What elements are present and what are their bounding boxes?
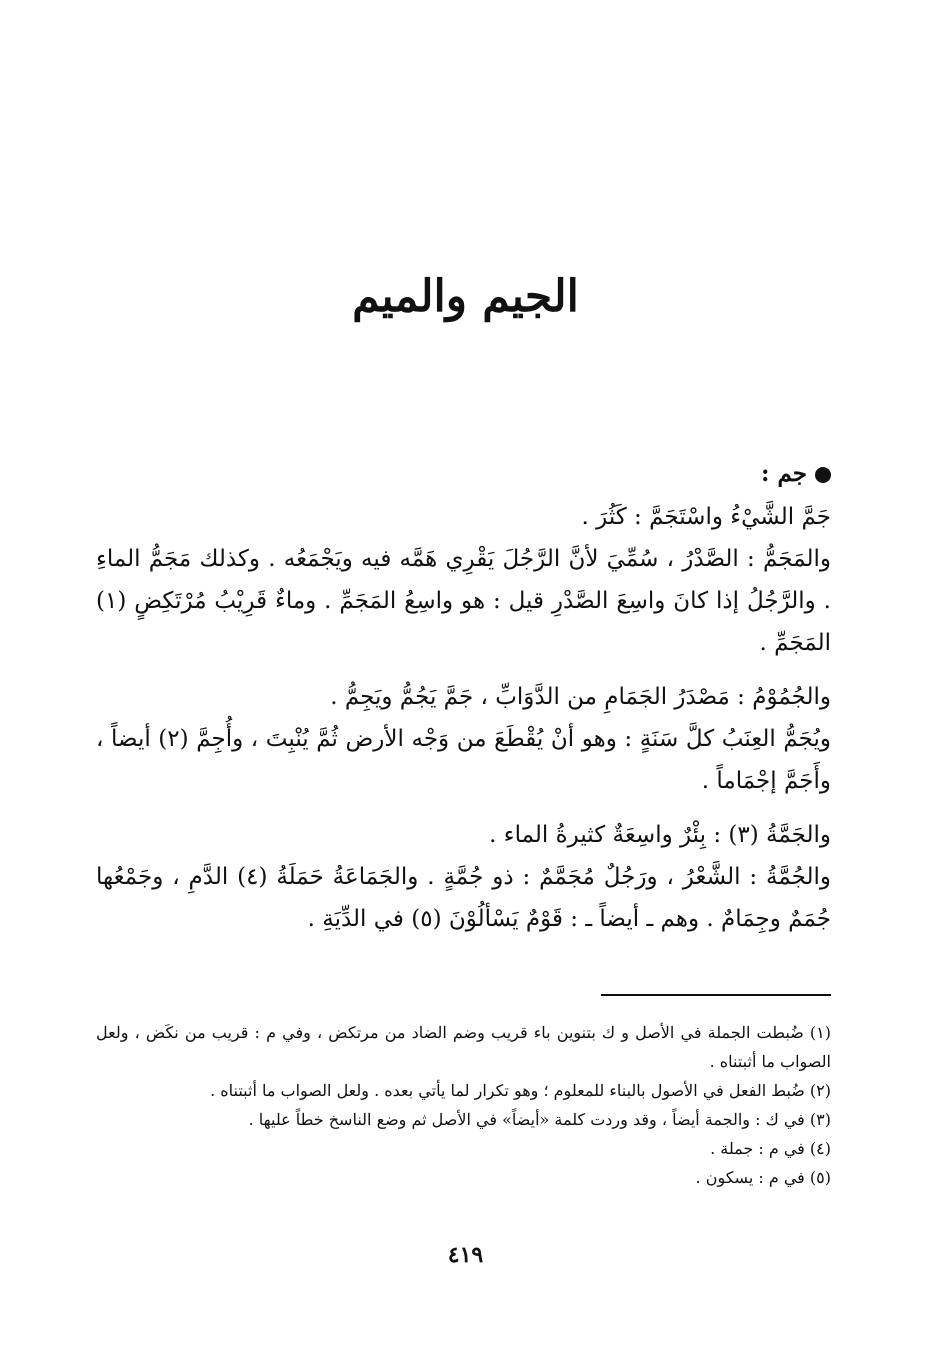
entry-paragraph: والجُمُوْمُ : مَصْدَرُ الجَمَامِ من الدَّوَابِّ ، جَمَّ يَجُمُّ ويَجِمُّ .: [330, 684, 831, 710]
footnotes: [96, 1018, 831, 1192]
footnote-1: (١) ضُبطت الجملة في الأصل و ك بتنوين باء قريب وضم الضاد من مرتكض ، وفي م : قريب من نكَض ، ولعل الصواب ما أثبتناه .: [96, 1023, 832, 1071]
entry-headword: [96, 452, 831, 496]
footnote-3: (٣) في ك : والجمة أيضاً ، وقد وردت كلمة «أيضاً» في الأصل ثم وضع الناسخ خطاً عليها .: [248, 1110, 831, 1129]
footnote-divider: [601, 994, 831, 996]
page-number: ٤١٩: [447, 1242, 484, 1268]
entry-paragraph: ويُجَمُّ العِنَبُ كلَّ سَنَةٍ : وهو أنْ يُقْطَعَ من وَجْه الأرض ثُمَّ يُنْبِتَ ، وأُجِمَّ (٢) أيضاً ، وأَجَمَّ إجْمَاماً .: [96, 726, 832, 794]
entry-paragraph: والجُمَّةُ : الشَّعْرُ ، ورَجُلٌ مُجَمَّمٌ : ذو جُمَّةٍ . والجَمَاعَةُ حَمَلَةُ (٤) الدَّمِ ، وجَمْعُها جُمَمٌ وجِمَامٌ . وهم ـ أيضاً ـ : قَوْمٌ يَسْألُوْنَ (٥) في الدِّيَةِ .: [96, 864, 831, 932]
entry-paragraph: جَمَّ الشَّيْءُ واسْتَجَمَّ : كَثُرَ .: [581, 504, 831, 530]
entry-paragraph: والمَجَمُّ : الصَّدْرُ ، سُمِّيَ لأنَّ الرَّجُلَ يَقْرِي هَمَّه فيه ويَجْمَعُه . وكذلك مَجَمُّ الماءِ . والرَّجُلُ إذا كانَ واسِعَ الصَّدْرِ قيل : هو واسِعُ المَجَمِّ . وماءٌ قَرِيْبُ مُرْتَكِضٍ (١) المَجَمِّ .: [96, 546, 831, 656]
headword-text: جم :: [760, 460, 807, 487]
chapter-title: الجيم والميم: [352, 271, 579, 322]
footnote-5: (٥) في م : يسكون .: [695, 1168, 831, 1187]
entry-body: [96, 452, 831, 940]
footnote-2: (٢) ضُبط الفعل في الأصول بالبناء للمعلوم ؛ وهو تكرار لما يأتي بعده . ولعل الصواب ما أثبتناه .: [210, 1081, 831, 1100]
footnote-4: (٤) في م : جملة .: [710, 1139, 831, 1158]
entry-paragraph: والجَمَّةُ (٣) : بِئْرٌ واسِعَةٌ كثيرةُ الماء .: [489, 822, 831, 848]
bullet-icon: [815, 467, 831, 483]
